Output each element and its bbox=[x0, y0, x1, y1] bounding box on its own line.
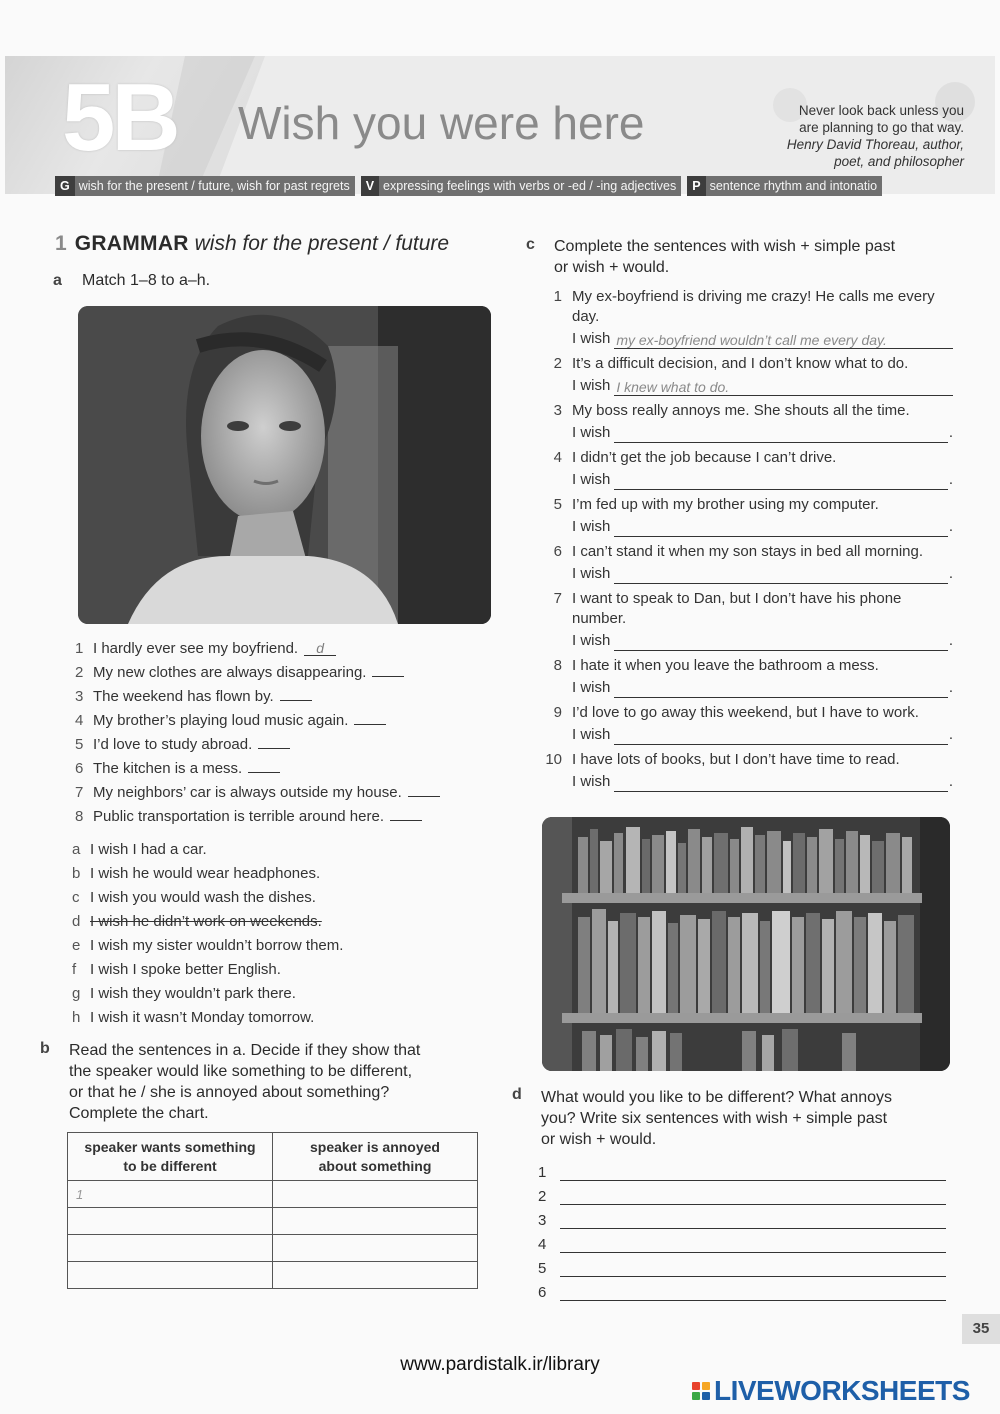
answer-line[interactable] bbox=[614, 680, 947, 698]
answer-blank[interactable] bbox=[408, 782, 440, 797]
table-cell[interactable]: 1 bbox=[68, 1181, 273, 1208]
exercise-c-sentences bbox=[538, 287, 953, 797]
exercise-a-instruction: Match 1–8 to a–h. bbox=[82, 272, 211, 289]
table-row bbox=[68, 1181, 478, 1208]
section-heading: 1 GRAMMAR wish for the present / future bbox=[55, 232, 450, 255]
exercise-c-letter: c bbox=[526, 236, 535, 253]
list-item: 4 My brother’s playing loud music again. bbox=[75, 709, 440, 733]
quote-line: are planning to go that way. bbox=[799, 120, 964, 135]
list-item: 8 Public transportation is terrible around here. bbox=[75, 805, 440, 829]
table-cell[interactable] bbox=[273, 1208, 478, 1235]
answer-line[interactable] bbox=[560, 1213, 946, 1229]
list-item: e I wish my sister wouldn’t borrow them. bbox=[72, 937, 344, 954]
sentence-item: 3 My boss really annoys me. She shouts all the time. I wish . bbox=[553, 402, 953, 441]
answer-blank[interactable] bbox=[280, 686, 312, 701]
liveworksheets-icon bbox=[692, 1382, 710, 1400]
answer-blank[interactable] bbox=[354, 710, 386, 725]
list-item: c I wish you would wash the dishes. bbox=[72, 889, 316, 906]
list-item: 7 My neighbors’ car is always outside my house. bbox=[75, 781, 440, 805]
list-item: 5 I’d love to study abroad. bbox=[75, 733, 440, 757]
sentence-item: 1 My ex-boyfriend is driving me crazy! He calls me every day. I wish my ex-boyfriend wouldn’t call me every day. bbox=[538, 287, 953, 349]
writing-line: 6 bbox=[538, 1277, 946, 1301]
answer-line[interactable]: my ex-boyfriend wouldn’t call me every day. bbox=[614, 331, 953, 349]
answer-line[interactable] bbox=[614, 566, 947, 584]
list-item: f I wish I spoke better English. bbox=[72, 961, 281, 978]
exercise-c-instruction: Complete the sentences with wish + simple past or wish + would. bbox=[554, 238, 896, 276]
grammar-tag: G wish for the present / future, wish for past regrets bbox=[55, 176, 355, 196]
sentence-item: 9 I’d love to go away this weekend, but I have to work. I wish . bbox=[553, 704, 953, 743]
bookshelf-illustration bbox=[542, 817, 950, 1071]
column-header: speaker is annoyed about something bbox=[273, 1133, 478, 1181]
exercise-b-letter: b bbox=[40, 1040, 50, 1057]
liveworksheets-logo[interactable] bbox=[692, 1376, 970, 1406]
list-item: a I wish I had a car. bbox=[72, 841, 207, 858]
quote-author: Henry David Thoreau, author, bbox=[786, 137, 964, 152]
sentence-item: 8 I hate it when you leave the bathroom a mess. I wish . bbox=[553, 657, 953, 696]
quote-line: Never look back unless you bbox=[798, 103, 964, 118]
answer-blank[interactable] bbox=[248, 758, 280, 773]
answer-line[interactable] bbox=[614, 727, 947, 745]
vocabulary-tag: V expressing feelings with verbs or -ed / -ing adjectives bbox=[361, 176, 682, 196]
table-cell[interactable] bbox=[68, 1208, 273, 1235]
bookshelf-photo bbox=[542, 817, 950, 1071]
list-item: 3 The weekend has flown by. bbox=[75, 685, 440, 709]
options-list-a-h bbox=[72, 838, 343, 1030]
quote-author: poet, and philosopher bbox=[834, 154, 964, 169]
table-cell[interactable] bbox=[68, 1262, 273, 1289]
answer-line[interactable] bbox=[614, 633, 947, 651]
answer-line[interactable] bbox=[560, 1165, 946, 1181]
writing-line: 1 bbox=[538, 1157, 946, 1181]
sentence-item: 10 I have lots of books, but I don’t have time to read. I wish . bbox=[545, 751, 953, 790]
list-item: 1 I hardly ever see my boyfriend. d bbox=[75, 637, 440, 661]
answer-line[interactable] bbox=[560, 1261, 946, 1277]
answer-blank[interactable] bbox=[258, 734, 290, 749]
unit-title: Wish you were here bbox=[238, 97, 645, 149]
sentence-list-1-8 bbox=[75, 637, 440, 829]
sentence-item: 4 I didn’t get the job because I can’t drive. I wish . bbox=[553, 449, 953, 488]
table-cell[interactable] bbox=[68, 1235, 273, 1262]
page-number: 35 bbox=[962, 1314, 1000, 1344]
table-row bbox=[68, 1208, 478, 1235]
answer-line[interactable] bbox=[614, 774, 947, 792]
exercise-d-lines bbox=[538, 1157, 946, 1301]
table-cell[interactable] bbox=[273, 1262, 478, 1289]
writing-line: 2 bbox=[538, 1181, 946, 1205]
answer-line[interactable]: I knew what to do. bbox=[614, 378, 953, 396]
table-cell[interactable] bbox=[273, 1181, 478, 1208]
answer-line[interactable] bbox=[560, 1237, 946, 1253]
column-header: speaker wants something to be different bbox=[68, 1133, 273, 1181]
answer-line[interactable] bbox=[614, 425, 947, 443]
table-row bbox=[68, 1235, 478, 1262]
sentence-item: 5 I’m fed up with my brother using my computer. I wish . bbox=[553, 496, 953, 535]
table-row bbox=[68, 1262, 478, 1289]
list-item-used: d I wish he didn’t work on weekends. bbox=[72, 913, 322, 930]
writing-line: 4 bbox=[538, 1229, 946, 1253]
answer-blank[interactable] bbox=[390, 806, 422, 821]
exercise-d-letter: d bbox=[512, 1086, 522, 1103]
answer-blank[interactable] bbox=[372, 662, 404, 677]
answer-line[interactable] bbox=[560, 1285, 946, 1301]
answer-line[interactable] bbox=[614, 472, 947, 490]
list-item: h I wish it wasn’t Monday tomorrow. bbox=[72, 1009, 315, 1026]
list-item: g I wish they wouldn’t park there. bbox=[72, 985, 296, 1002]
answer-line[interactable] bbox=[614, 519, 947, 537]
list-item: b I wish he would wear headphones. bbox=[72, 865, 321, 882]
liveworksheets-wordmark: LIVEWORKSHEETS bbox=[714, 1375, 970, 1406]
writing-line: 5 bbox=[538, 1253, 946, 1277]
woman-illustration bbox=[78, 306, 491, 624]
pronunciation-tag: P sentence rhythm and intonatio bbox=[687, 176, 882, 196]
list-item: 2 My new clothes are always disappearing. bbox=[75, 661, 440, 685]
unit-number: 5B bbox=[62, 64, 177, 171]
answer-line[interactable] bbox=[560, 1189, 946, 1205]
list-item: 6 The kitchen is a mess. bbox=[75, 757, 440, 781]
woman-photo bbox=[78, 306, 491, 624]
writing-line: 3 bbox=[538, 1205, 946, 1229]
completion-chart bbox=[67, 1132, 478, 1289]
sentence-item: 6 I can’t stand it when my son stays in bed all morning. I wish . bbox=[553, 543, 953, 582]
answer-blank[interactable]: d bbox=[304, 641, 336, 656]
table-cell[interactable] bbox=[273, 1235, 478, 1262]
exercise-b-instruction: Read the sentences in a. Decide if they show that the speaker would like something to be different, or that he / she is annoyed about something? Complete the chart. bbox=[69, 1042, 421, 1122]
exercise-a-letter: a bbox=[53, 272, 62, 289]
footer-url[interactable]: www.pardistalk.ir/library bbox=[400, 1354, 600, 1375]
exercise-d-instruction: What would you like to be different? What annoys you? Write six sentences with wish + simple past or wish + would. bbox=[541, 1089, 893, 1148]
sentence-item: 2 It’s a difficult decision, and I don’t know what to do. I wish I knew what to do. bbox=[538, 354, 953, 396]
quote bbox=[754, 102, 964, 170]
sentence-item: 7 I want to speak to Dan, but I don’t have his phone number. I wish . bbox=[553, 590, 953, 649]
skills-tag-bar bbox=[55, 176, 888, 196]
